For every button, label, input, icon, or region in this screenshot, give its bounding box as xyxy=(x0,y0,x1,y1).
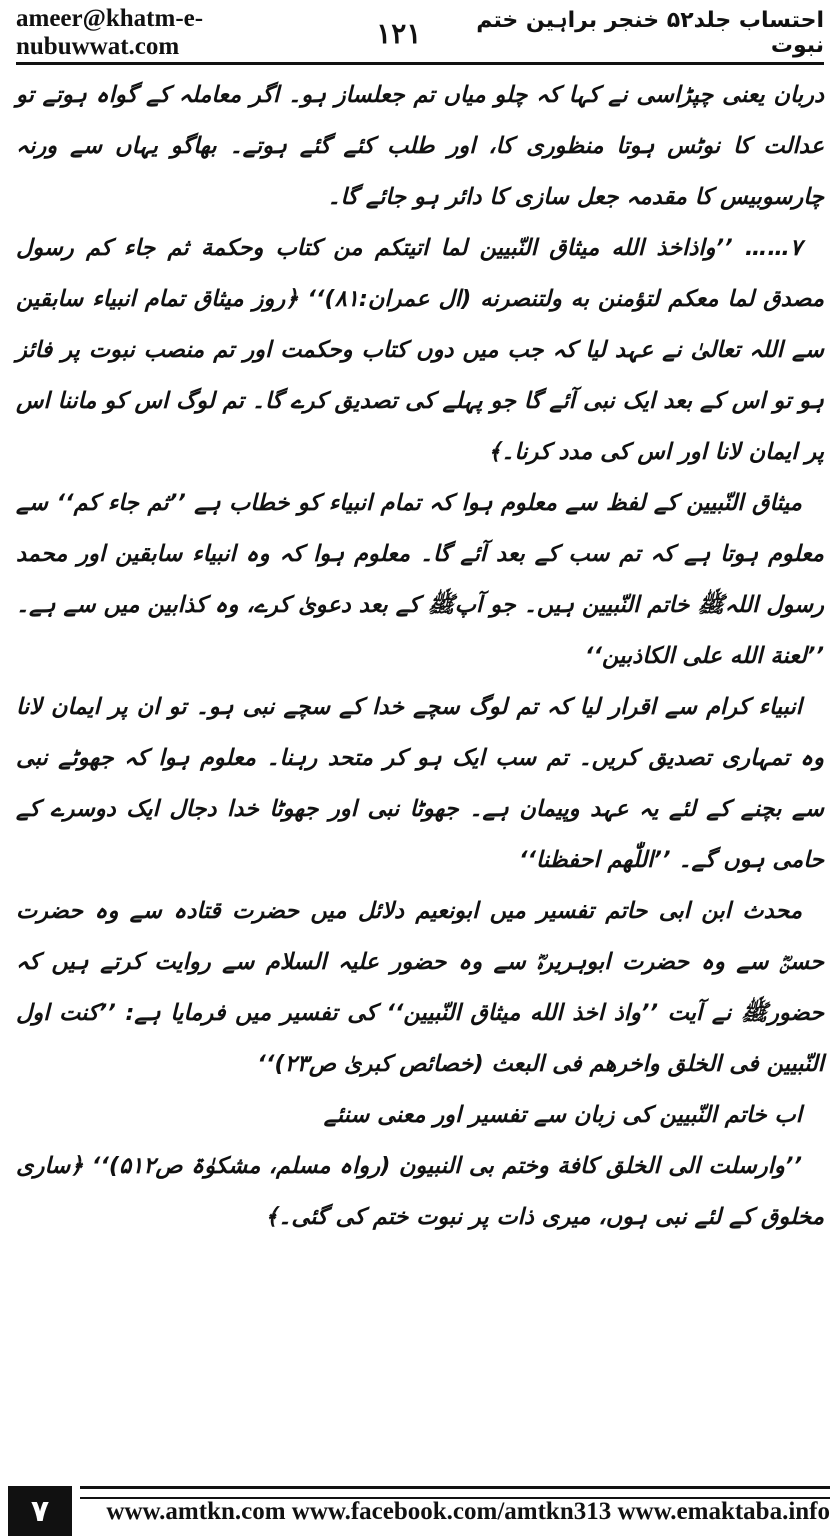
header-left xyxy=(16,5,421,61)
paragraph-4: انبیاء کرام سے اقرار لیا کہ تم لوگ سچے خدا کے سچے نبی ہو۔ تو ان پر ایمان لانا وہ تمہاری تصدیق کریں۔ تم سب ایک ہو کر متحد رہنا۔ معلوم ہوا کہ جھوٹے نبی سے بچنے کے لئے یہ عہد وپیمان ہے۔ جھوٹا نبی اور جھوٹا خدا دجال ایک دوسرے کے حامی ہوں گے۔ ’’اللّٰھم احفظنا‘‘ xyxy=(16,694,824,873)
footer-number-box: ۷ xyxy=(8,1486,72,1536)
paragraph-6: اب خاتم النّبیین کی زبان سے تفسیر اور معنی سنئے xyxy=(323,1102,802,1128)
footer-urls[interactable]: www.amtkn.com www.facebook.com/amtkn313 www.emaktaba.info xyxy=(106,1498,830,1525)
paragraph-1: دربان یعنی چپڑاسی نے کہا کہ چلو میاں تم جعلساز ہو۔ اگر معاملہ کے گواہ ہوتے تو عدالت کا نوٹس ہوتا منظوری کا، اور طلب کئے گئے ہوتے۔ بھاگو یہاں سے ورنہ چارسوبیس کا مقدمہ جعل سازی کا دائر ہو جائے گا۔ xyxy=(16,82,824,210)
book-title: احتساب جلد۵۲ خنجر براہین ختم نبوت xyxy=(476,8,824,58)
paragraph-2: ۷…… ’’واذاخذ الله میثاق النّبیین لما اتیتکم من کتاب وحکمة ثم جاء کم رسول مصدق لما معکم لتؤمنن به ولتنصرنه (ال عمران:۸۱)‘‘ ﴿روز میثاق تمام انبیاء سابقین سے اللہ تعالیٰ نے عہد لیا کہ جب میں دوں کتاب وحکمت اور تم منصب نبوت پر فائز ہو تو اس کے بعد ایک نبی آئے گا جو پہلے کی تصدیق کرے گا۔ تم لوگ اس کو ماننا اس پر ایمان لانا اور اس کی مدد کرنا۔﴾ xyxy=(16,235,824,465)
page-number: ۱۲۱ xyxy=(376,16,422,50)
page-footer xyxy=(0,1484,840,1540)
paragraph-5: محدث ابن ابی حاتم تفسیر میں ابونعیم دلائل میں حضرت قتادہ سے وہ حضرت حسنؓ سے وہ حضرت ابوہریرہؓ سے وہ حضور علیہ السلام سے روایت کرتے ہیں کہ حضورﷺ نے آیت ’’واذ اخذ الله میثاق النّبیین‘‘ کی تفسیر میں فرمایا ہے: ’’کنت اول النّبیین فی الخلق واخرهم فی البعث (خصائص کبریٰ ص۲۳)‘‘ xyxy=(16,898,824,1077)
paragraph-3: میثاق النّبیین کے لفظ سے معلوم ہوا کہ تمام انبیاء کو خطاب ہے ’’ثم جاء کم‘‘ سے معلوم ہوتا ہے کہ تم سب کے بعد آئے گا۔ معلوم ہوا کہ وہ انبیاء سابقین اور محمد رسول اللہﷺ خاتم النّبیین ہیں۔ جو آپﷺ کے بعد دعویٰ کرے، وہ کذابین میں سے ہے۔ ’’لعنة الله علی الکاذبین‘‘ xyxy=(16,490,824,669)
header-email[interactable]: ameer@khatm-e-nubuwwat.com xyxy=(16,5,204,60)
page-body xyxy=(16,70,824,1460)
page-header xyxy=(16,4,824,65)
paragraph-7: ’’وارسلت الی الخلق کافة وختم بی النبیون (رواہ مسلم، مشکوٰۃ ص۵۱۲)‘‘ ﴿ساری مخلوق کے لئے نبی ہوں، میری ذات پر نبوت ختم کی گئی۔﴾ xyxy=(16,1153,824,1230)
